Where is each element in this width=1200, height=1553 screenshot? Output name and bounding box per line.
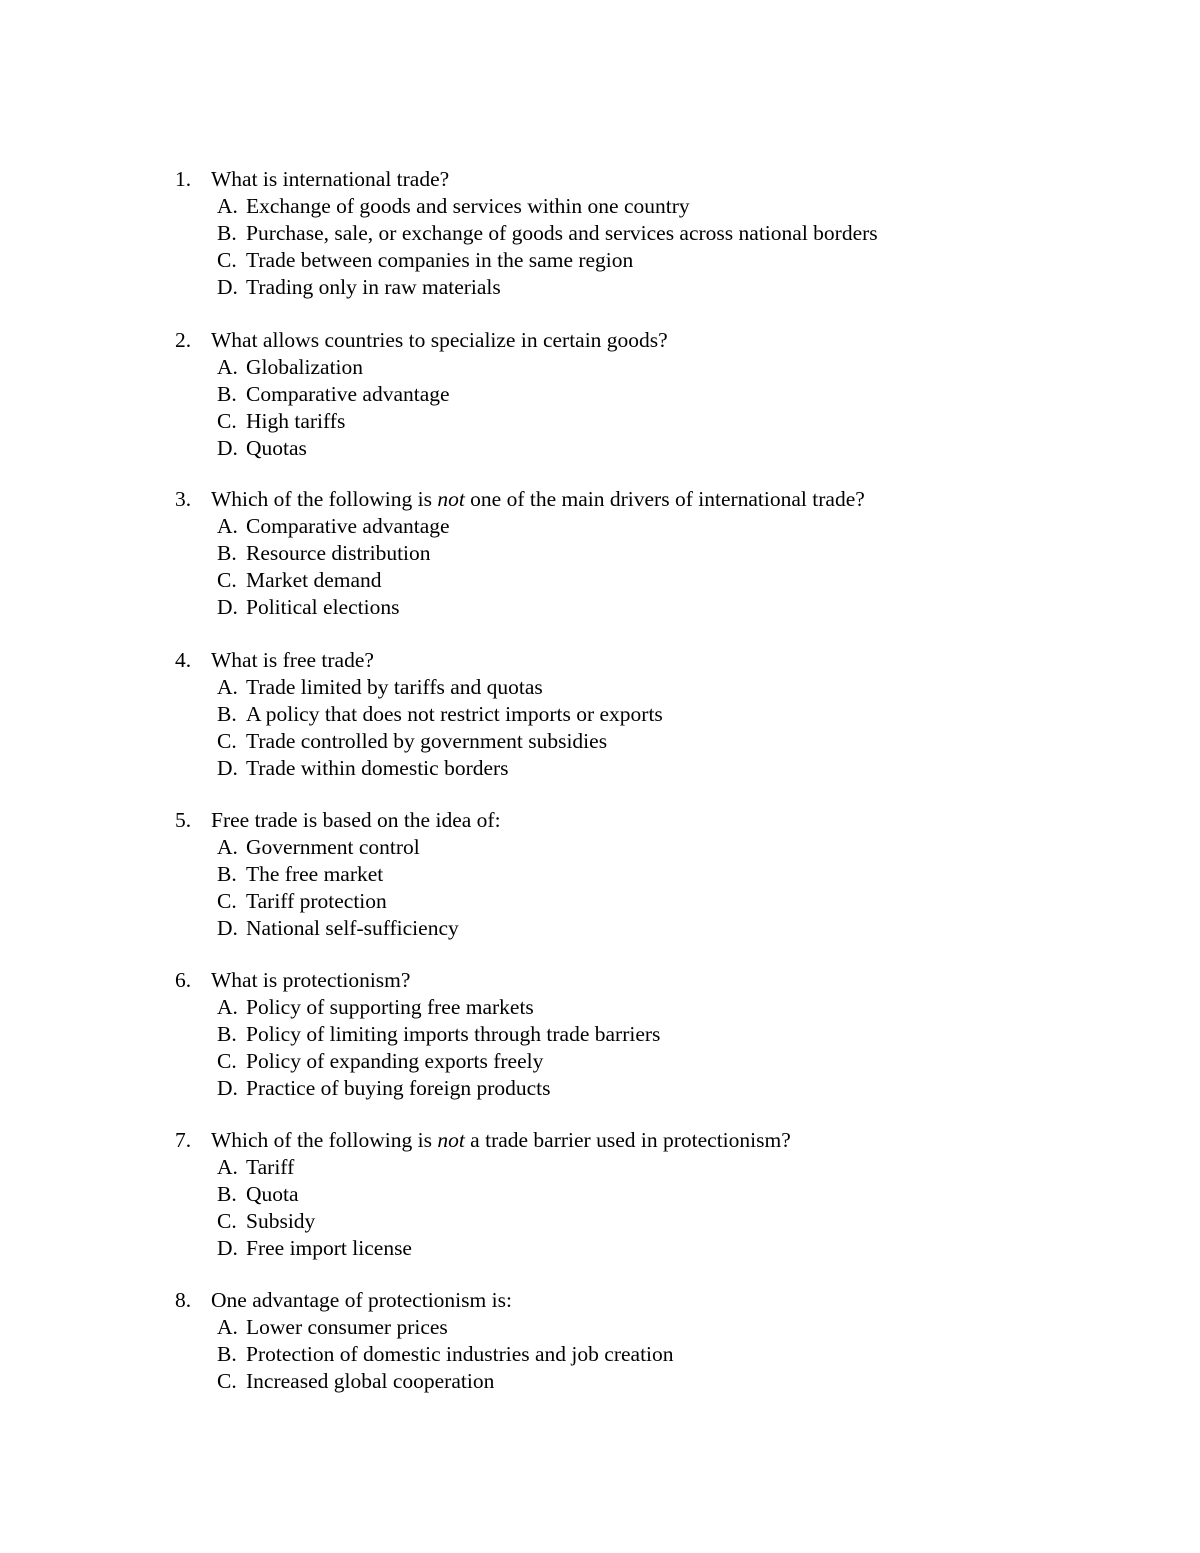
question-8: [0, 1287, 1200, 1395]
option-letter: D.: [217, 595, 238, 619]
option-text: Exchange of goods and services within one country: [246, 194, 690, 218]
option-text: Tariff protection: [246, 889, 387, 913]
option-text: Trade limited by tariffs and quotas: [246, 675, 543, 699]
answer-option: [0, 1181, 1200, 1208]
question-text-part: What is protectionism?: [211, 968, 411, 992]
option-letter: D.: [217, 756, 238, 780]
option-text: Quotas: [246, 436, 307, 460]
option-text: Lower consumer prices: [246, 1315, 448, 1339]
question-text-part: Which of the following is: [211, 487, 438, 511]
option-text: Market demand: [246, 568, 382, 592]
option-text: Purchase, sale, or exchange of goods and services across national borders: [246, 221, 878, 245]
option-text: Quota: [246, 1182, 299, 1206]
option-letter: C.: [217, 889, 237, 913]
answer-option: [0, 594, 1200, 621]
option-letter: A.: [217, 355, 238, 379]
option-text: Increased global cooperation: [246, 1369, 495, 1393]
option-text: The free market: [246, 862, 384, 886]
question-text: [211, 327, 668, 354]
option-letter: C.: [217, 248, 237, 272]
question-text: [211, 807, 501, 834]
option-letter: B.: [217, 862, 237, 886]
question-number: 5.: [175, 808, 192, 832]
question-stem: [0, 807, 1200, 834]
option-letter: A.: [217, 675, 238, 699]
question-stem: [0, 486, 1200, 513]
question-text: [211, 486, 865, 513]
answer-option: [0, 274, 1200, 301]
option-letter: D.: [217, 275, 238, 299]
answer-option: [0, 1368, 1200, 1395]
option-text: Subsidy: [246, 1209, 316, 1233]
option-text: Trade within domestic borders: [246, 756, 509, 780]
option-text: Free import license: [246, 1236, 412, 1260]
question-stem: [0, 647, 1200, 674]
option-text: Practice of buying foreign products: [246, 1076, 551, 1100]
question-5: [0, 807, 1200, 942]
question-text-part: One advantage of protectionism is:: [211, 1288, 512, 1312]
option-text: Trade between companies in the same region: [246, 248, 634, 272]
answer-option: [0, 915, 1200, 942]
question-text-part: a trade barrier used in protectionism?: [464, 1128, 791, 1152]
answer-option: [0, 381, 1200, 408]
option-letter: B.: [217, 221, 237, 245]
option-letter: B.: [217, 541, 237, 565]
question-number: 6.: [175, 968, 192, 992]
question-text-part: What is international trade?: [211, 167, 450, 191]
option-letter: C.: [217, 409, 237, 433]
option-text: Policy of supporting free markets: [246, 995, 534, 1019]
answer-option: [0, 701, 1200, 728]
option-letter: D.: [217, 916, 238, 940]
question-text-part: What allows countries to specialize in certain goods?: [211, 328, 668, 352]
option-letter: B.: [217, 382, 237, 406]
answer-option: [0, 755, 1200, 782]
question-text: [211, 1127, 791, 1154]
question-number: 8.: [175, 1288, 192, 1312]
answer-option: [0, 1075, 1200, 1102]
question-3: [0, 486, 1200, 621]
answer-option: [0, 888, 1200, 915]
option-text: Protection of domestic industries and job creation: [246, 1342, 674, 1366]
option-letter: C.: [217, 729, 237, 753]
answer-option: [0, 994, 1200, 1021]
answer-option: [0, 728, 1200, 755]
option-letter: B.: [217, 702, 237, 726]
question-1: [0, 166, 1200, 301]
option-text: Government control: [246, 835, 420, 859]
option-letter: A.: [217, 194, 238, 218]
option-text: Tariff: [246, 1155, 295, 1179]
question-stem: [0, 1287, 1200, 1314]
option-letter: C.: [217, 1369, 237, 1393]
option-text: A policy that does not restrict imports or exports: [246, 702, 663, 726]
question-stem: [0, 1127, 1200, 1154]
answer-option: [0, 861, 1200, 888]
question-4: [0, 647, 1200, 782]
option-letter: C.: [217, 1049, 237, 1073]
option-letter: A.: [217, 995, 238, 1019]
answer-option: [0, 220, 1200, 247]
option-letter: B.: [217, 1342, 237, 1366]
option-text: Policy of expanding exports freely: [246, 1049, 544, 1073]
question-7: [0, 1127, 1200, 1262]
option-letter: A.: [217, 1155, 238, 1179]
question-stem: [0, 967, 1200, 994]
question-stem: [0, 327, 1200, 354]
option-letter: D.: [217, 1236, 238, 1260]
question-emphasis: not: [437, 1128, 465, 1152]
option-text: Trading only in raw materials: [246, 275, 501, 299]
answer-option: [0, 193, 1200, 220]
answer-option: [0, 1208, 1200, 1235]
question-number: 3.: [175, 487, 192, 511]
answer-option: [0, 408, 1200, 435]
answer-option: [0, 1021, 1200, 1048]
option-text: Trade controlled by government subsidies: [246, 729, 608, 753]
question-text-part: Free trade is based on the idea of:: [211, 808, 501, 832]
answer-option: [0, 567, 1200, 594]
question-text-part: one of the main drivers of international trade?: [464, 487, 865, 511]
answer-option: [0, 540, 1200, 567]
option-letter: B.: [217, 1022, 237, 1046]
option-letter: D.: [217, 1076, 238, 1100]
answer-option: [0, 674, 1200, 701]
answer-option: [0, 1314, 1200, 1341]
option-letter: C.: [217, 1209, 237, 1233]
question-text: [211, 647, 374, 674]
option-text: National self-sufficiency: [246, 916, 459, 940]
question-number: 7.: [175, 1128, 192, 1152]
question-number: 4.: [175, 648, 192, 672]
question-text: [211, 967, 410, 994]
option-letter: A.: [217, 514, 238, 538]
option-text: Resource distribution: [246, 541, 431, 565]
option-letter: D.: [217, 436, 238, 460]
question-stem: [0, 166, 1200, 193]
option-text: High tariffs: [246, 409, 346, 433]
question-text-part: What is free trade?: [211, 648, 374, 672]
option-text: Globalization: [246, 355, 364, 379]
answer-option: [0, 1341, 1200, 1368]
option-letter: C.: [217, 568, 237, 592]
option-letter: A.: [217, 835, 238, 859]
answer-option: [0, 247, 1200, 274]
option-text: Comparative advantage: [246, 382, 450, 406]
option-text: Policy of limiting imports through trade barriers: [246, 1022, 661, 1046]
answer-option: [0, 1235, 1200, 1262]
question-number: 2.: [175, 328, 192, 352]
answer-option: [0, 354, 1200, 381]
question-text: [211, 1287, 512, 1314]
answer-option: [0, 834, 1200, 861]
question-emphasis: not: [437, 487, 465, 511]
question-6: [0, 967, 1200, 1102]
answer-option: [0, 1048, 1200, 1075]
answer-option: [0, 513, 1200, 540]
question-2: [0, 327, 1200, 462]
answer-option: [0, 1154, 1200, 1181]
question-text-part: Which of the following is: [211, 1128, 438, 1152]
option-text: Comparative advantage: [246, 514, 450, 538]
option-letter: B.: [217, 1182, 237, 1206]
option-text: Political elections: [246, 595, 400, 619]
answer-option: [0, 435, 1200, 462]
question-text: [211, 166, 449, 193]
option-letter: A.: [217, 1315, 238, 1339]
question-number: 1.: [175, 167, 192, 191]
